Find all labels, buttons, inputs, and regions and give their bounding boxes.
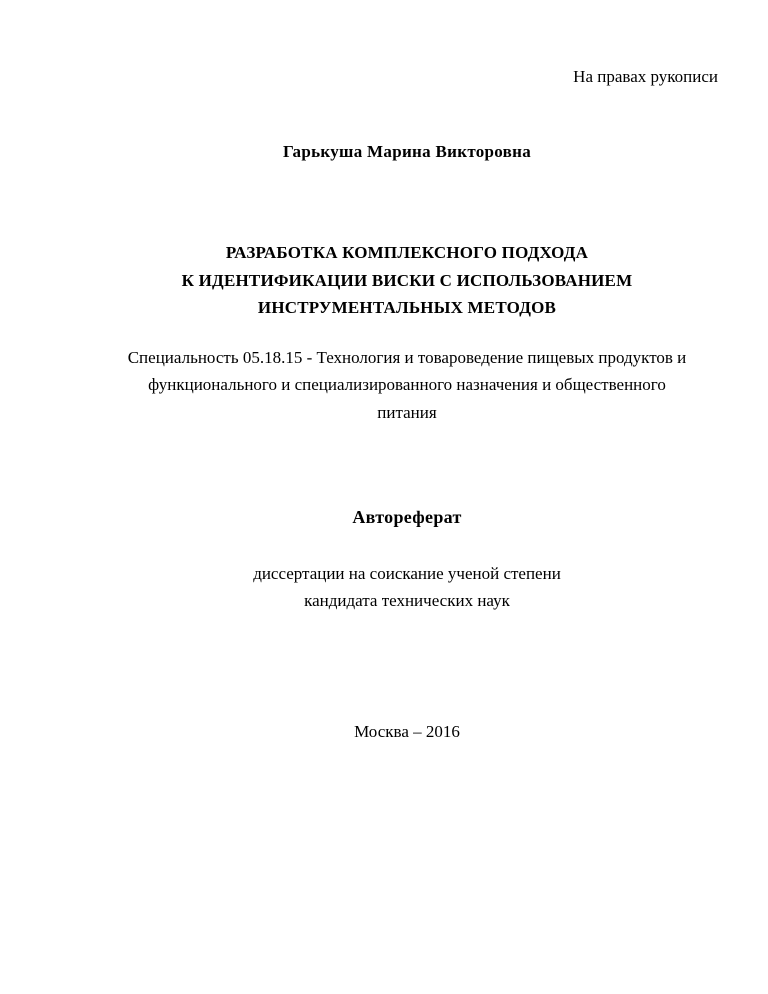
specialty-line-1: Специальность 05.18.15 - Технология и товароведение пищевых продуктов и <box>127 348 687 367</box>
specialty-code <box>96 344 718 426</box>
author-name: Гарькуша Марина Викторовна <box>282 142 532 161</box>
specialty-line-3: питания <box>377 402 437 422</box>
degree-line-1: диссертации на соискание ученой степени <box>253 564 561 583</box>
title-line-2: К ИДЕНТИФИКАЦИИ ВИСКИ С ИСПОЛЬЗОВАНИЕМ <box>181 270 633 290</box>
city-year: Москва – 2016 <box>354 722 460 741</box>
specialty-line-2: функционального и специализированного назначения и общественного <box>148 375 666 395</box>
document-type-heading: Автореферат <box>352 507 462 527</box>
degree-statement <box>96 561 718 614</box>
dissertation-title <box>96 239 718 322</box>
manuscript-rights-stamp: На правах рукописи <box>573 67 718 86</box>
title-line-1: РАЗРАБОТКА КОМПЛЕКСНОГО ПОДХОДА <box>225 243 589 262</box>
degree-line-2: кандидата технических наук <box>304 590 510 610</box>
title-line-3: ИНСТРУМЕНТАЛЬНЫХ МЕТОДОВ <box>257 298 557 317</box>
